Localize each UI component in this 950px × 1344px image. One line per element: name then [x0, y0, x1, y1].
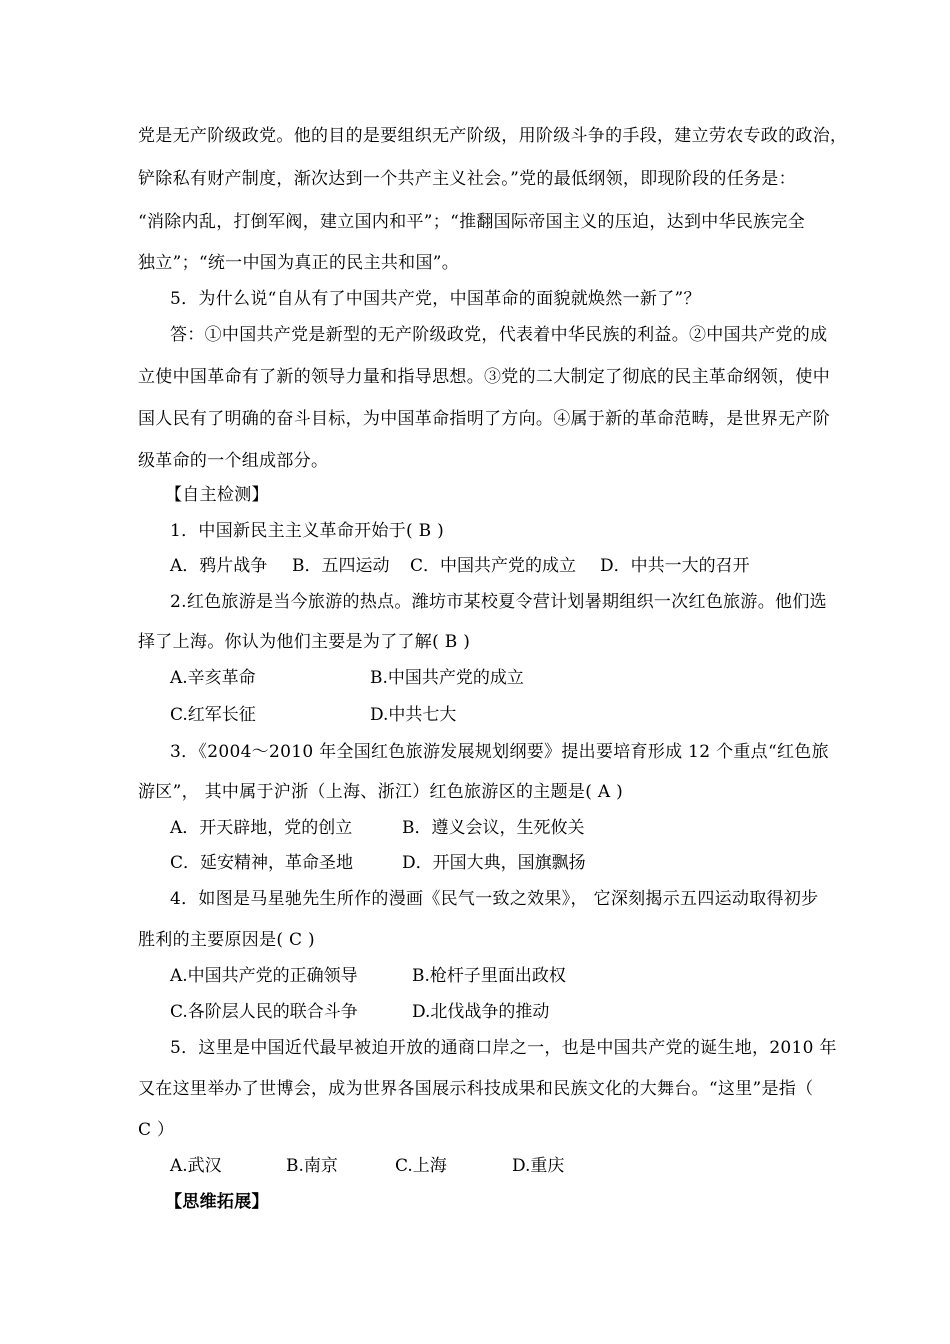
answer-line: 国人民有了明确的奋斗目标，为中国革命指明了方向。④属于新的革命范畴，是世界无产阶	[138, 409, 830, 429]
question-stem: 胜利的主要原因是( C )	[138, 930, 315, 950]
question-stem: 4．如图是马星驰先生所作的漫画《民气一致之效果》， 它深刻揭示五四运动取得初步	[170, 889, 819, 909]
answer-option: C．延安精神，革命圣地	[170, 853, 354, 873]
answer-option: B．五四运动	[292, 556, 390, 576]
question-stem: C ）	[138, 1120, 175, 1140]
paragraph-line: 独立”；“统一中国为真正的民主共和国”。	[138, 253, 460, 273]
answer-line: 立使中国革命有了新的领导力量和指导思想。③党的二大制定了彻底的民主革命纲领，使中	[138, 367, 830, 387]
answer-option: A.武汉	[170, 1156, 222, 1176]
answer-option: A．开天辟地，党的创立	[170, 818, 353, 838]
answer-line: 级革命的一个组成部分。	[138, 451, 329, 471]
answer-option: C.各阶层人民的联合斗争	[170, 1002, 358, 1022]
answer-option: D．中共一大的召开	[600, 556, 750, 576]
answer-option: B.枪杆子里面出政权	[412, 966, 566, 986]
question-stem: 1．中国新民主主义革命开始于( B )	[170, 521, 445, 541]
answer-option: A.辛亥革命	[170, 668, 256, 688]
answer-option: D.重庆	[512, 1156, 565, 1176]
paragraph-line: 铲除私有财产制度，渐次达到一个共产主义社会。”党的最低纲领，即现阶段的任务是：	[138, 169, 796, 189]
answer-option: C.红军长征	[170, 705, 256, 725]
paragraph-line: 党是无产阶级政党。他的目的是要组织无产阶级，用阶级斗争的手段，建立劳农专政的政治，	[138, 126, 848, 146]
answer-option: A．鸦片战争	[170, 556, 268, 576]
question-stem: 游区”， 其中属于沪浙（上海、浙江）红色旅游区的主题是( A )	[138, 782, 624, 802]
question-stem: 2.红色旅游是当今旅游的热点。潍坊市某校夏令营计划暑期组织一次红色旅游。他们选	[170, 592, 827, 612]
answer-option: C.上海	[395, 1156, 447, 1176]
answer-option: D.中共七大	[370, 705, 457, 725]
answer-option: A.中国共产党的正确领导	[170, 966, 358, 986]
question-stem: 又在这里举办了世博会，成为世界各国展示科技成果和民族文化的大舞台。“这里”是指（	[138, 1079, 814, 1099]
answer-option: B.中国共产党的成立	[370, 668, 524, 688]
question-stem: 5．这里是中国近代最早被迫开放的通商口岸之一，也是中国共产党的诞生地，2010 年	[170, 1038, 837, 1058]
section-heading-self-test: 【自主检测】	[165, 485, 269, 505]
answer-option: D．开国大典，国旗飘扬	[402, 853, 586, 873]
question-5-title: 5．为什么说“自从有了中国共产党，中国革命的面貌就焕然一新了”？	[170, 289, 701, 309]
paragraph-line: “消除内乱，打倒军阀，建立国内和平”；“推翻国际帝国主义的压迫，达到中华民族完全	[138, 212, 806, 232]
section-heading-extension: 【思维拓展】	[165, 1192, 269, 1212]
answer-option: D.北伐战争的推动	[412, 1002, 550, 1022]
question-stem: 3．《2004～2010 年全国红色旅游发展规划纲要》提出要培育形成 12 个重点“红色旅	[170, 742, 829, 762]
answer-option: C．中国共产党的成立	[410, 556, 577, 576]
answer-option: B.南京	[286, 1156, 338, 1176]
question-stem: 择了上海。你认为他们主要是为了了解( B )	[138, 632, 471, 652]
answer-option: B．遵义会议，生死攸关	[402, 818, 585, 838]
answer-line: 答：①中国共产党是新型的无产阶级政党，代表着中华民族的利益。②中国共产党的成	[170, 325, 828, 345]
